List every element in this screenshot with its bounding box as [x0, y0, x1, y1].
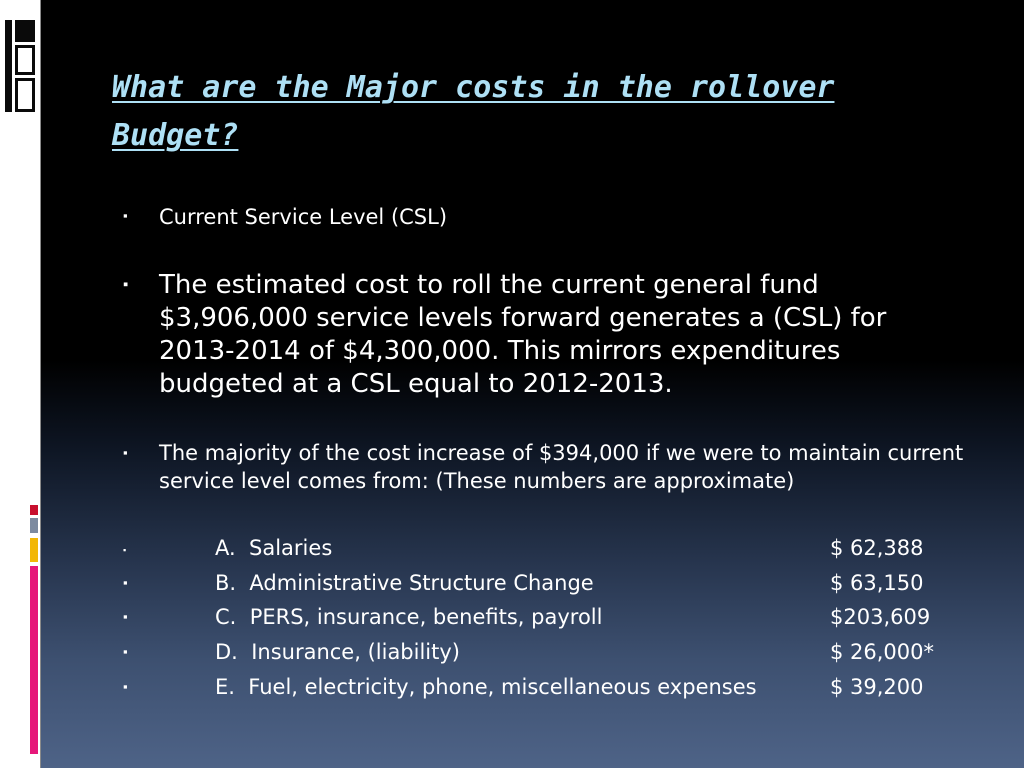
cost-item-label: A. Salaries	[215, 536, 333, 560]
bullet-marker-icon: ▪	[123, 575, 128, 590]
cost-item-row	[123, 569, 963, 597]
cost-item-label: C. PERS, insurance, benefits, payroll	[215, 605, 603, 629]
cost-item-amount: $ 26,000*	[830, 640, 935, 664]
bullet-marker-icon: ▪	[123, 208, 128, 223]
bullet-marker-icon: ▪	[123, 609, 128, 624]
accent-bar-yellow	[30, 538, 38, 562]
window-panel-logo-icon	[3, 18, 37, 114]
cost-item-label: B. Administrative Structure Change	[215, 571, 594, 595]
bullet-estimated-cost: The estimated cost to roll the current general fund $3,906,000 service levels forward generates a (CSL) for 2013-2014 of $4,300,000. This mirrors expenditures budgeted at a CSL equal to 2012-2013.	[159, 270, 887, 399]
bullet-marker-icon: ▪	[123, 445, 128, 460]
accent-bar-gray	[30, 518, 38, 533]
accent-bar-pink	[30, 566, 38, 754]
bullet-marker-icon: ▪	[123, 679, 128, 694]
bullet-cost-increase: The majority of the cost increase of $394,000 if we were to maintain current service level comes from: (These numbers are approximate)	[159, 441, 964, 493]
slide-title: What are the Major costs in the rollover Budget?	[112, 70, 835, 153]
bullet-marker-icon: ▪	[123, 545, 127, 555]
cost-item-label: D. Insurance, (liability)	[215, 640, 460, 664]
cost-item-row	[123, 603, 963, 631]
cost-item-row	[123, 534, 963, 562]
bullet-current-service-level: Current Service Level (CSL)	[159, 205, 448, 229]
cost-item-row	[123, 673, 963, 701]
bullet-marker-icon: ▪	[123, 276, 129, 293]
left-divider-line	[40, 0, 41, 768]
cost-item-row	[123, 638, 963, 666]
cost-item-amount: $203,609	[830, 605, 931, 629]
cost-item-amount: $ 63,150	[830, 571, 924, 595]
cost-item-amount: $ 62,388	[830, 536, 924, 560]
bullet-marker-icon: ▪	[123, 644, 128, 659]
accent-bar-red	[30, 505, 38, 515]
cost-item-label: E. Fuel, electricity, phone, miscellaneous expenses	[215, 675, 757, 699]
cost-item-amount: $ 39,200	[830, 675, 924, 699]
